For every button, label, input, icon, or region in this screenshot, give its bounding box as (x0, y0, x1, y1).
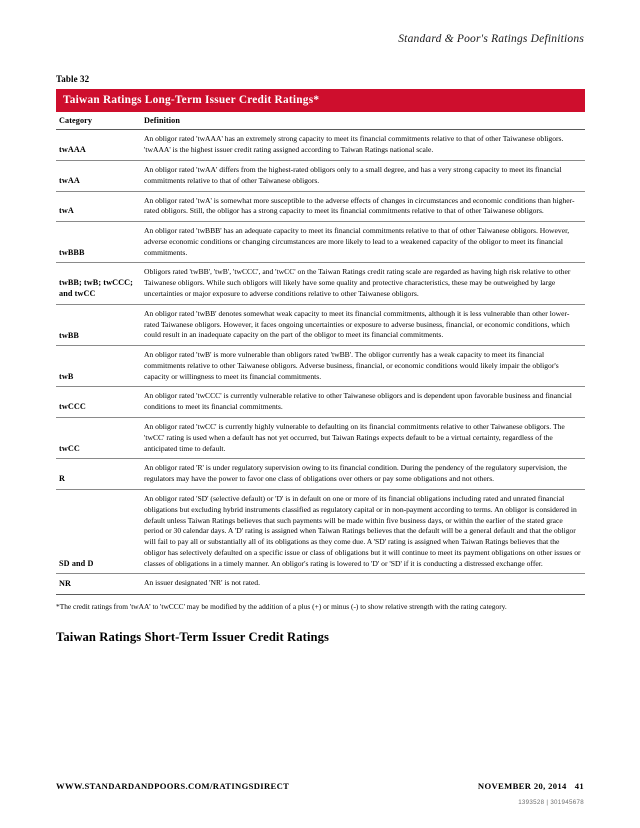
table-row (56, 304, 585, 345)
table-row (56, 346, 585, 387)
table-title-bar: Taiwan Ratings Long-Term Issuer Credit Ratings* (56, 89, 585, 112)
rating-category-cell: twA (56, 191, 140, 222)
rating-category-cell: twAA (56, 160, 140, 191)
table-footnote: *The credit ratings from 'twAA' to 'twCCC' may be modified by the addition of a plus (+) or minus (-) to show relative strength with the rating category. (56, 602, 507, 612)
page-footer (56, 781, 584, 795)
table-number-label: Table 32 (56, 74, 90, 84)
table-row (56, 489, 585, 573)
column-header-category: Category (56, 112, 140, 130)
column-header-definition: Definition (140, 112, 585, 130)
rating-definition-cell: An obligor rated 'twBBB' has an adequate capacity to meet its financial commitments relative to that of other Taiwanese obligors. However, adverse economic conditions or changing circumstances are more likely to lead to a weakened capacity of the obligor to meet its financial commitments. (140, 222, 585, 263)
table-row (56, 160, 585, 191)
section-heading-short-term: Taiwan Ratings Short-Term Issuer Credit Ratings (56, 629, 330, 644)
rating-definition-cell: An obligor rated 'twAA' differs from the highest-rated obligors only to a small degree, and has a very strong capacity to meet its financial commitments relative to that of other Taiwanese obligors. (140, 160, 585, 191)
rating-definition-cell: An obligor rated 'twCC' is currently highly vulnerable to defaulting on its financial commitments relative to other Taiwanese obligors. The 'twCC' rating is used when a default has not yet occurred, but Taiwan Ratings expects default to be a virtual certainty, regardless of the anticipated time to default. (140, 418, 585, 459)
footer-page-number: 41 (574, 781, 584, 791)
table-row (56, 191, 585, 222)
ratings-table (56, 112, 585, 595)
rating-definition-cell: An obligor rated 'twB' is more vulnerable than obligors rated 'twBB'. The obligor currently has a weak capacity to meet its financial commitments relative to other Taiwanese obligors. Adverse business, financial, or economic conditions would likely impair the obligor's capacity or willingness to meet its financial commitments. (140, 346, 585, 387)
footer-date-page (478, 781, 584, 791)
rating-definition-cell: An obligor rated 'twAAA' has an extremely strong capacity to meet its financial commitments relative to that of other Taiwanese obligors. 'twAAA' is the highest issuer credit rating assigned according to Taiwan Ratings national scale. (140, 130, 585, 161)
table-row (56, 574, 585, 595)
rating-definition-cell: An obligor rated 'R' is under regulatory supervision owing to its financial condition. During the pendency of the regulatory supervision, the regulators may have the power to favor one class of obligations over others or pay some obligations and not others. (140, 459, 585, 490)
rating-category-cell: NR (56, 574, 140, 595)
rating-category-cell: twBB (56, 304, 140, 345)
rating-definition-cell: An obligor rated 'twCCC' is currently vulnerable relative to other Taiwanese obligors and is dependent upon favorable business and financial conditions to meet its financial commitments. (140, 387, 585, 418)
page-content (56, 74, 585, 645)
rating-definition-cell: An obligor rated 'SD' (selective default) or 'D' is in default on one or more of its financial obligations including rated and unrated financial obligations but excluding hybrid instruments classified as regulatory capital or in non-payment according to terms. An obligor is considered in default unless Taiwan Ratings believes that such payments will be made within five business days, or within the earlier of the stated grace period or 30 calendar days. A 'D' rating is assigned when Taiwan Ratings believes that the default will be a general default and that the obligor will fail to pay all or substantially all of its obligations as they come due. A 'SD' rating is assigned when Taiwan Ratings believes that the obligor has selectively defaulted on a specific issue or class of obligations but it will continue to meet its payment obligations on other issues or classes of obligations in a timely manner. An obligor's rating is lowered to 'D' or 'SD' if it is conducting a distressed exchange offer. (140, 489, 585, 573)
table-row (56, 418, 585, 459)
table-row (56, 459, 585, 490)
rating-category-cell: twBBB (56, 222, 140, 263)
table-row (56, 222, 585, 263)
running-head: Standard & Poor's Ratings Definitions (398, 33, 584, 45)
rating-category-cell: twB (56, 346, 140, 387)
rating-category-cell: twCCC (56, 387, 140, 418)
rating-category-cell: R (56, 459, 140, 490)
table-row (56, 130, 585, 161)
rating-definition-cell: Obligors rated 'twBB', 'twB', 'twCCC', and 'twCC' on the Taiwan Ratings credit rating scale are regarded as having high risk relative to other Taiwanese obligors. While such obligors will likely have some quality and protective characteristics, these may be outweighed by large uncertainties or major exposure to adverse conditions relative to other Taiwanese obligors. (140, 263, 585, 304)
footer-website[interactable]: WWW.STANDARDANDPOORS.COM/RATINGSDIRECT (56, 781, 290, 791)
rating-definition-cell: An obligor rated 'twBB' denotes somewhat weak capacity to meet its financial commitments, although it is less vulnerable than other lower-rated Taiwanese obligors. However, it faces ongoing uncertainties or exposure to adverse business, financial, or economic conditions, which could result in an inadequate capacity on the part of the obligor to meet its financial commitments. (140, 304, 585, 345)
rating-category-cell: twAAA (56, 130, 140, 161)
rating-category-cell: SD and D (56, 489, 140, 573)
rating-category-cell: twBB; twB; twCCC; and twCC (56, 263, 140, 304)
table-row (56, 263, 585, 304)
footer-date: NOVEMBER 20, 2014 (477, 781, 567, 791)
document-id: 1393528 | 301945678 (518, 799, 584, 806)
rating-definition-cell: An issuer designated 'NR' is not rated. (140, 574, 585, 595)
table-header-row (56, 112, 585, 130)
ratings-table-body (56, 130, 585, 595)
table-row (56, 387, 585, 418)
rating-category-cell: twCC (56, 418, 140, 459)
rating-definition-cell: An obligor rated 'twA' is somewhat more susceptible to the adverse effects of changes in circumstances and economic conditions than higher-rated obligors. Still, the obligor has a strong capacity to meet its financial commitments relative to that of other Taiwanese obligors. (140, 191, 585, 222)
